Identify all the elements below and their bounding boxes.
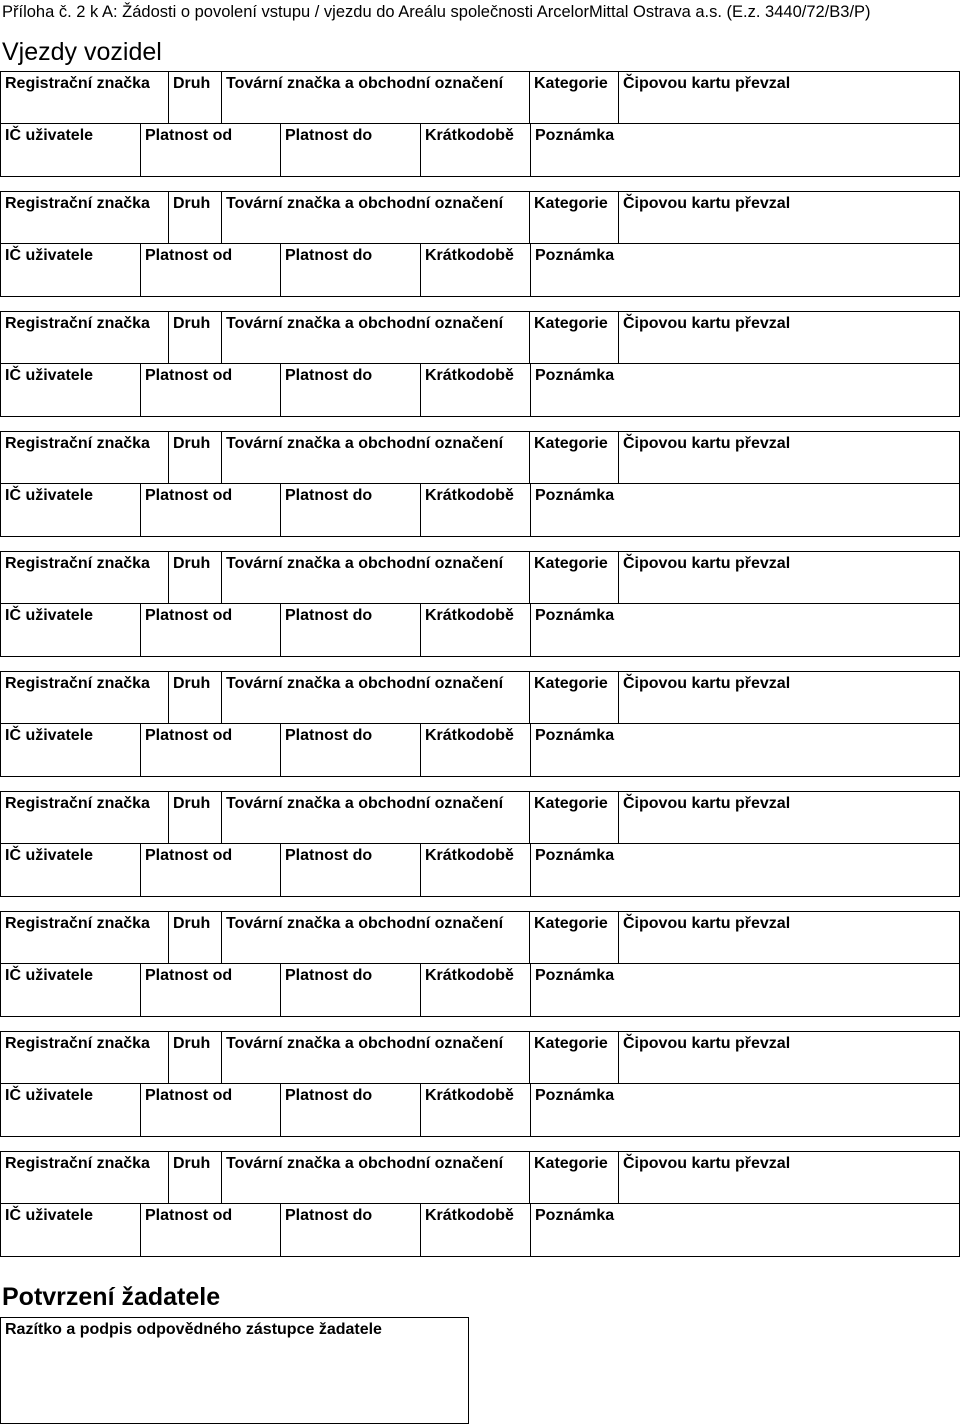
- vehicle-entry-block: [0, 191, 960, 297]
- field-valid-from-label: Platnost od: [145, 247, 233, 264]
- vehicle-entry-block: [0, 1151, 960, 1257]
- field-vehicle-type-label: Druh: [173, 435, 211, 452]
- field-chip-card-received-label: Čipovou kartu převzal: [623, 435, 791, 452]
- field-valid-from-label: Platnost od: [145, 487, 233, 504]
- field-category[interactable]: [529, 431, 620, 485]
- field-make-and-model-label: Tovární značka a obchodní označení: [226, 1035, 504, 1052]
- field-note-label: Poznámka: [535, 1087, 615, 1104]
- field-chip-card-received-label: Čipovou kartu převzal: [623, 75, 791, 92]
- field-valid-to[interactable]: [280, 123, 422, 177]
- field-valid-from[interactable]: [140, 963, 282, 1017]
- field-category[interactable]: [529, 911, 620, 965]
- field-valid-to-label: Platnost do: [285, 847, 373, 864]
- field-vehicle-type[interactable]: [168, 911, 223, 965]
- field-valid-from[interactable]: [140, 723, 282, 777]
- field-make-and-model[interactable]: [221, 1031, 531, 1085]
- field-chip-card-received[interactable]: [618, 911, 960, 965]
- field-short-term[interactable]: [420, 363, 532, 417]
- field-valid-from-label: Platnost od: [145, 1087, 233, 1104]
- field-vehicle-type-label: Druh: [173, 555, 211, 572]
- vehicle-entries: [0, 71, 960, 1271]
- field-vehicle-type[interactable]: [168, 71, 223, 125]
- field-valid-from[interactable]: [140, 363, 282, 417]
- field-valid-to[interactable]: [280, 963, 422, 1017]
- field-category-label: Kategorie: [534, 1035, 608, 1052]
- field-chip-card-received[interactable]: [618, 791, 960, 845]
- field-registration-plate[interactable]: [0, 311, 170, 365]
- field-note-label: Poznámka: [535, 607, 615, 624]
- field-category-label: Kategorie: [534, 795, 608, 812]
- vehicle-entry-block: [0, 671, 960, 777]
- field-registration-plate[interactable]: [0, 191, 170, 245]
- field-valid-to-label: Platnost do: [285, 607, 373, 624]
- field-category-label: Kategorie: [534, 195, 608, 212]
- field-valid-to-label: Platnost do: [285, 1207, 373, 1224]
- field-note[interactable]: [530, 483, 960, 537]
- field-category[interactable]: [529, 791, 620, 845]
- field-category[interactable]: [529, 311, 620, 365]
- field-registration-plate[interactable]: [0, 1151, 170, 1205]
- field-note-label: Poznámka: [535, 487, 615, 504]
- field-short-term-label: Krátkodobě: [425, 487, 514, 504]
- field-category[interactable]: [529, 1151, 620, 1205]
- field-chip-card-received-label: Čipovou kartu převzal: [623, 315, 791, 332]
- vehicle-entry-block: [0, 1031, 960, 1137]
- field-user-id[interactable]: [0, 963, 142, 1017]
- field-valid-to-label: Platnost do: [285, 127, 373, 144]
- field-make-and-model-label: Tovární značka a obchodní označení: [226, 315, 504, 332]
- field-note-label: Poznámka: [535, 847, 615, 864]
- field-short-term[interactable]: [420, 243, 532, 297]
- field-note[interactable]: [530, 603, 960, 657]
- field-note[interactable]: [530, 363, 960, 417]
- field-user-id-label: IČ uživatele: [5, 247, 94, 264]
- field-chip-card-received[interactable]: [618, 71, 960, 125]
- field-registration-plate-label: Registrační značka: [5, 315, 150, 332]
- field-make-and-model[interactable]: [221, 551, 531, 605]
- field-vehicle-type-label: Druh: [173, 1035, 211, 1052]
- field-vehicle-type-label: Druh: [173, 195, 211, 212]
- field-short-term-label: Krátkodobě: [425, 247, 514, 264]
- field-note[interactable]: [530, 843, 960, 897]
- field-note[interactable]: [530, 243, 960, 297]
- field-registration-plate[interactable]: [0, 71, 170, 125]
- field-short-term[interactable]: [420, 843, 532, 897]
- field-valid-from[interactable]: [140, 123, 282, 177]
- field-chip-card-received-label: Čipovou kartu převzal: [623, 675, 791, 692]
- field-vehicle-type[interactable]: [168, 1151, 223, 1205]
- field-user-id-label: IČ uživatele: [5, 127, 94, 144]
- field-short-term[interactable]: [420, 123, 532, 177]
- field-registration-plate-label: Registrační značka: [5, 1035, 150, 1052]
- field-vehicle-type[interactable]: [168, 791, 223, 845]
- field-make-and-model-label: Tovární značka a obchodní označení: [226, 195, 504, 212]
- field-note-label: Poznámka: [535, 1207, 615, 1224]
- field-make-and-model[interactable]: [221, 431, 531, 485]
- field-vehicle-type[interactable]: [168, 191, 223, 245]
- field-valid-to[interactable]: [280, 363, 422, 417]
- field-chip-card-received-label: Čipovou kartu převzal: [623, 195, 791, 212]
- field-user-id[interactable]: [0, 363, 142, 417]
- field-chip-card-received[interactable]: [618, 431, 960, 485]
- field-vehicle-type-label: Druh: [173, 315, 211, 332]
- field-valid-to[interactable]: [280, 843, 422, 897]
- field-short-term-label: Krátkodobě: [425, 847, 514, 864]
- field-valid-from[interactable]: [140, 843, 282, 897]
- field-valid-to-label: Platnost do: [285, 1087, 373, 1104]
- field-chip-card-received[interactable]: [618, 551, 960, 605]
- field-note-label: Poznámka: [535, 727, 615, 744]
- field-registration-plate-label: Registrační značka: [5, 915, 150, 932]
- field-valid-from-label: Platnost od: [145, 607, 233, 624]
- field-make-and-model[interactable]: [221, 191, 531, 245]
- field-chip-card-received-label: Čipovou kartu převzal: [623, 1155, 791, 1172]
- field-user-id-label: IČ uživatele: [5, 847, 94, 864]
- field-chip-card-received[interactable]: [618, 191, 960, 245]
- field-note[interactable]: [530, 1083, 960, 1137]
- field-category[interactable]: [529, 671, 620, 725]
- confirmation-title: Potvrzení žadatele: [2, 1283, 221, 1311]
- field-user-id[interactable]: [0, 603, 142, 657]
- stamp-signature-label: Razítko a podpis odpovědného zástupce žadatele: [5, 1321, 382, 1338]
- field-valid-to[interactable]: [280, 483, 422, 537]
- field-make-and-model-label: Tovární značka a obchodní označení: [226, 75, 504, 92]
- field-vehicle-type[interactable]: [168, 1031, 223, 1085]
- field-chip-card-received-label: Čipovou kartu převzal: [623, 555, 791, 572]
- field-note[interactable]: [530, 963, 960, 1017]
- field-valid-to[interactable]: [280, 603, 422, 657]
- field-chip-card-received[interactable]: [618, 1031, 960, 1085]
- field-short-term-label: Krátkodobě: [425, 1087, 514, 1104]
- field-short-term-label: Krátkodobě: [425, 967, 514, 984]
- field-make-and-model[interactable]: [221, 71, 531, 125]
- field-category-label: Kategorie: [534, 1155, 608, 1172]
- field-chip-card-received[interactable]: [618, 671, 960, 725]
- field-registration-plate[interactable]: [0, 671, 170, 725]
- field-vehicle-type-label: Druh: [173, 1155, 211, 1172]
- field-category[interactable]: [529, 1031, 620, 1085]
- field-make-and-model[interactable]: [221, 911, 531, 965]
- field-registration-plate-label: Registrační značka: [5, 675, 150, 692]
- field-short-term-label: Krátkodobě: [425, 1207, 514, 1224]
- field-user-id-label: IČ uživatele: [5, 607, 94, 624]
- field-make-and-model-label: Tovární značka a obchodní označení: [226, 675, 504, 692]
- field-user-id-label: IČ uživatele: [5, 1087, 94, 1104]
- field-note-label: Poznámka: [535, 247, 615, 264]
- field-make-and-model[interactable]: [221, 791, 531, 845]
- field-user-id[interactable]: [0, 843, 142, 897]
- field-vehicle-type[interactable]: [168, 551, 223, 605]
- field-short-term[interactable]: [420, 483, 532, 537]
- vehicle-entry-block: [0, 911, 960, 1017]
- field-category-label: Kategorie: [534, 915, 608, 932]
- field-category-label: Kategorie: [534, 675, 608, 692]
- vehicle-entry-block: [0, 551, 960, 657]
- field-category-label: Kategorie: [534, 555, 608, 572]
- field-valid-from[interactable]: [140, 243, 282, 297]
- field-chip-card-received-label: Čipovou kartu převzal: [623, 795, 791, 812]
- field-category[interactable]: [529, 71, 620, 125]
- field-category[interactable]: [529, 551, 620, 605]
- field-user-id[interactable]: [0, 723, 142, 777]
- field-category-label: Kategorie: [534, 315, 608, 332]
- field-make-and-model-label: Tovární značka a obchodní označení: [226, 915, 504, 932]
- vehicle-entry-block: [0, 311, 960, 417]
- field-short-term[interactable]: [420, 1203, 532, 1257]
- vehicle-entry-block: [0, 791, 960, 897]
- field-note-label: Poznámka: [535, 127, 615, 144]
- field-valid-from[interactable]: [140, 603, 282, 657]
- field-make-and-model-label: Tovární značka a obchodní označení: [226, 435, 504, 452]
- field-category-label: Kategorie: [534, 435, 608, 452]
- field-note[interactable]: [530, 723, 960, 777]
- field-short-term[interactable]: [420, 963, 532, 1017]
- field-valid-from[interactable]: [140, 1203, 282, 1257]
- field-short-term[interactable]: [420, 603, 532, 657]
- field-registration-plate[interactable]: [0, 431, 170, 485]
- field-make-and-model[interactable]: [221, 311, 531, 365]
- field-valid-from-label: Platnost od: [145, 1207, 233, 1224]
- field-short-term-label: Krátkodobě: [425, 367, 514, 384]
- field-user-id[interactable]: [0, 123, 142, 177]
- document-header: Příloha č. 2 k A: Žádosti o povolení vstupu / vjezdu do Areálu společnosti ArcelorMittal Ostrava a.s. (E.z. 3440/72/B3/P): [2, 3, 871, 21]
- field-user-id[interactable]: [0, 483, 142, 537]
- field-make-and-model-label: Tovární značka a obchodní označení: [226, 555, 504, 572]
- field-user-id[interactable]: [0, 243, 142, 297]
- field-user-id-label: IČ uživatele: [5, 367, 94, 384]
- field-make-and-model-label: Tovární značka a obchodní označení: [226, 795, 504, 812]
- vehicle-entry-block: [0, 431, 960, 537]
- field-chip-card-received[interactable]: [618, 1151, 960, 1205]
- field-registration-plate[interactable]: [0, 911, 170, 965]
- field-vehicle-type[interactable]: [168, 311, 223, 365]
- field-valid-from-label: Platnost od: [145, 847, 233, 864]
- field-valid-from[interactable]: [140, 483, 282, 537]
- stamp-signature-field[interactable]: [0, 1317, 469, 1424]
- field-chip-card-received-label: Čipovou kartu převzal: [623, 915, 791, 932]
- field-short-term-label: Krátkodobě: [425, 727, 514, 744]
- field-vehicle-type[interactable]: [168, 671, 223, 725]
- field-valid-from[interactable]: [140, 1083, 282, 1137]
- field-vehicle-type-label: Druh: [173, 915, 211, 932]
- field-registration-plate-label: Registrační značka: [5, 75, 150, 92]
- field-category[interactable]: [529, 191, 620, 245]
- field-vehicle-type-label: Druh: [173, 675, 211, 692]
- field-note[interactable]: [530, 1203, 960, 1257]
- field-make-and-model[interactable]: [221, 1151, 531, 1205]
- field-make-and-model[interactable]: [221, 671, 531, 725]
- field-vehicle-type-label: Druh: [173, 75, 211, 92]
- field-make-and-model-label: Tovární značka a obchodní označení: [226, 1155, 504, 1172]
- field-note[interactable]: [530, 123, 960, 177]
- field-short-term[interactable]: [420, 723, 532, 777]
- field-registration-plate-label: Registrační značka: [5, 195, 150, 212]
- field-registration-plate[interactable]: [0, 1031, 170, 1085]
- field-valid-to[interactable]: [280, 723, 422, 777]
- field-user-id[interactable]: [0, 1203, 142, 1257]
- field-registration-plate-label: Registrační značka: [5, 435, 150, 452]
- field-short-term-label: Krátkodobě: [425, 127, 514, 144]
- field-registration-plate-label: Registrační značka: [5, 795, 150, 812]
- field-user-id-label: IČ uživatele: [5, 727, 94, 744]
- field-valid-to-label: Platnost do: [285, 967, 373, 984]
- field-short-term-label: Krátkodobě: [425, 607, 514, 624]
- field-registration-plate[interactable]: [0, 551, 170, 605]
- field-vehicle-type[interactable]: [168, 431, 223, 485]
- field-valid-from-label: Platnost od: [145, 967, 233, 984]
- field-valid-from-label: Platnost od: [145, 727, 233, 744]
- field-registration-plate-label: Registrační značka: [5, 555, 150, 572]
- section-title-vehicles: Vjezdy vozidel: [2, 38, 162, 66]
- field-valid-to-label: Platnost do: [285, 487, 373, 504]
- field-valid-to[interactable]: [280, 243, 422, 297]
- field-short-term[interactable]: [420, 1083, 532, 1137]
- field-chip-card-received[interactable]: [618, 311, 960, 365]
- field-valid-from-label: Platnost od: [145, 127, 233, 144]
- field-user-id-label: IČ uživatele: [5, 967, 94, 984]
- field-chip-card-received-label: Čipovou kartu převzal: [623, 1035, 791, 1052]
- field-user-id[interactable]: [0, 1083, 142, 1137]
- field-note-label: Poznámka: [535, 967, 615, 984]
- field-user-id-label: IČ uživatele: [5, 1207, 94, 1224]
- field-category-label: Kategorie: [534, 75, 608, 92]
- field-valid-to-label: Platnost do: [285, 727, 373, 744]
- field-user-id-label: IČ uživatele: [5, 487, 94, 504]
- vehicle-entry-block: [0, 71, 960, 177]
- field-registration-plate-label: Registrační značka: [5, 1155, 150, 1172]
- field-valid-to[interactable]: [280, 1083, 422, 1137]
- field-vehicle-type-label: Druh: [173, 795, 211, 812]
- field-note-label: Poznámka: [535, 367, 615, 384]
- field-valid-to[interactable]: [280, 1203, 422, 1257]
- field-valid-to-label: Platnost do: [285, 367, 373, 384]
- field-valid-to-label: Platnost do: [285, 247, 373, 264]
- field-registration-plate[interactable]: [0, 791, 170, 845]
- field-valid-from-label: Platnost od: [145, 367, 233, 384]
